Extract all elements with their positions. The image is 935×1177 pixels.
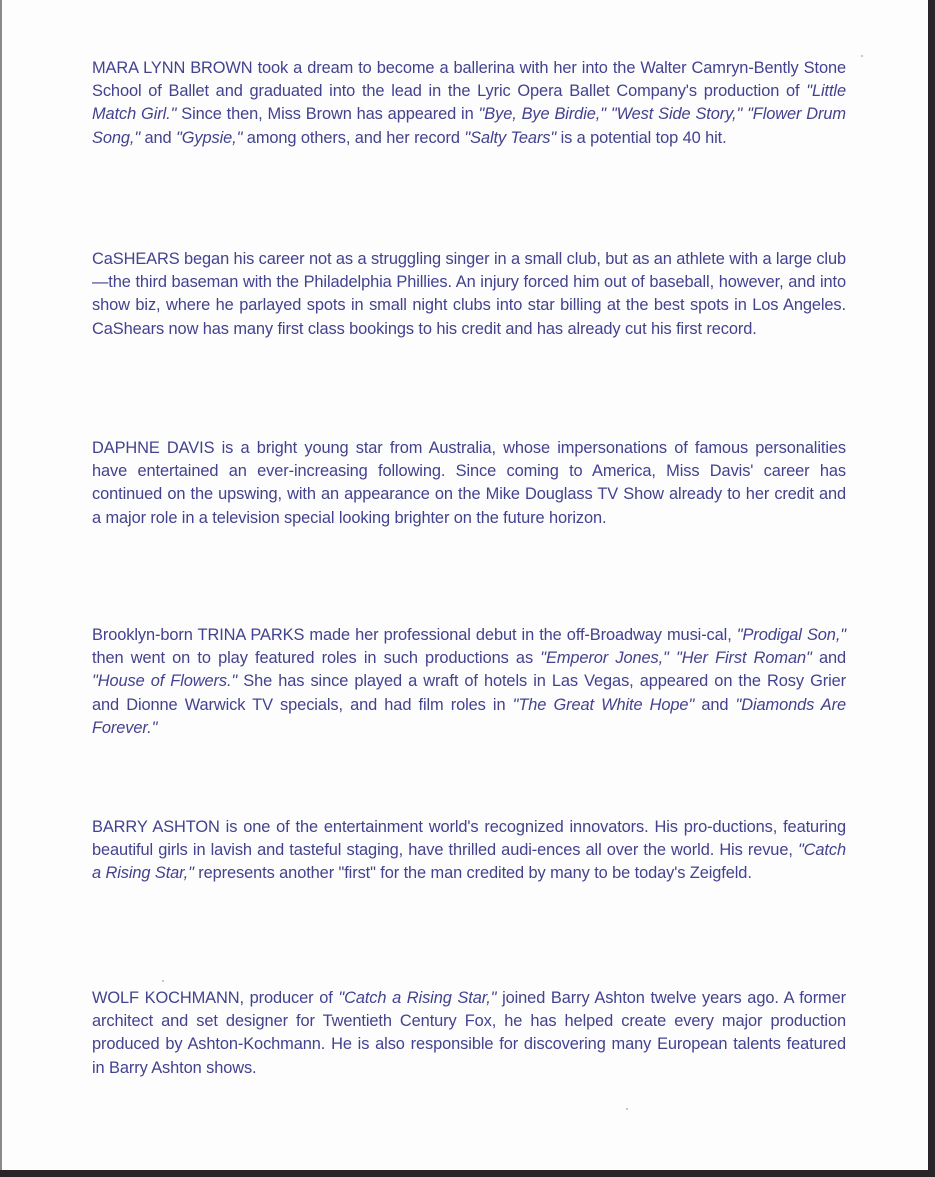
bio-mara-lynn-brown	[92, 57, 846, 150]
bio-text: WOLF KOCHMANN, producer of	[92, 989, 339, 1007]
bio-cashears	[92, 248, 846, 341]
bio-text: then went on to play featured roles in such productions as	[92, 649, 541, 668]
italic-title: "House of Flowers."	[92, 672, 238, 691]
bio-text: Since then, Miss Brown has appeared in	[176, 105, 479, 124]
italic-title: "West Side Story,"	[610, 105, 743, 124]
page-right-edge	[928, 0, 935, 1177]
bio-text: BARRY ASHTON is one of the entertainment world's recognized innovators. His pro-ductions, featuring beautiful girls in lavish and tasteful staging, have thrilled audi-ences all over the world. His revue,	[92, 818, 846, 860]
italic-title: "Bye, Bye Birdie,"	[478, 105, 606, 124]
italic-title: "Catch a Rising Star,"	[338, 989, 497, 1007]
italic-title: "Emperor Jones,"	[540, 649, 669, 668]
bio-text: represents another "first" for the man credited by many to be today's Zeigfeld.	[193, 864, 752, 883]
bio-trina-parks	[92, 624, 846, 740]
bio-text: among others, and her record	[242, 128, 465, 147]
italic-title: "Little Match Girl."	[92, 82, 846, 124]
italic-title: "Prodigal Son,"	[736, 626, 846, 644]
italic-title: "Diamonds Are Forever."	[92, 695, 846, 737]
bio-daphne-davis	[92, 437, 846, 530]
page-bottom-edge	[0, 1170, 935, 1177]
italic-title: "Gypsie,"	[176, 128, 243, 147]
bio-text: CaSHEARS began his career not as a struggling singer in a small club, but as an athlete with a large club—the third baseman with the Philadelphia Phillies. An injury forced him out of baseball, however, and into show biz, where he parlayed spots in small night clubs into star billing at the best spots in Los Angeles. CaShears now has many first class bookings to his credit and has already cut his first record.	[92, 250, 846, 338]
bio-text: joined Barry Ashton twelve years ago. A former architect and set designer for Twentieth Century Fox, he has helped create every major production produced by Ashton-Kochmann. He is also responsible for discovering many European talents featured in Barry Ashton shows.	[92, 989, 846, 1077]
bio-text: and	[694, 695, 736, 714]
bio-text: MARA LYNN BROWN took a dream to become a ballerina with her into the Walter Camryn-Bently Stone School of Ballet and graduated into the lead in the Lyric Opera Ballet Company's production of	[92, 59, 846, 101]
italic-title: "Salty Tears"	[464, 128, 557, 147]
italic-title: "Flower Drum Song,"	[92, 105, 846, 147]
bio-barry-ashton	[92, 816, 846, 886]
italic-title: "Catch a Rising Star,"	[92, 841, 846, 883]
bio-text: DAPHNE DAVIS is a bright young star from Australia, whose impersonations of famous personalities have entertained an ever-increasing following. Since coming to America, Miss Davis' career has continued on the upswing, with an appearance on the Mike Douglass TV Show already to her credit and a major role in a television special looking brighter on the future horizon.	[92, 439, 846, 527]
bio-text: is a potential top 40 hit.	[556, 128, 727, 147]
paper-speck	[861, 55, 863, 57]
italic-title: "Her First Roman"	[676, 649, 812, 668]
paper-speck	[162, 980, 164, 982]
bio-text: and	[811, 649, 846, 668]
page-left-edge	[0, 0, 2, 1170]
bio-wolf-kochmann	[92, 987, 846, 1080]
italic-title: "The Great White Hope"	[512, 695, 695, 714]
bio-text: and	[140, 128, 177, 147]
bio-text: Brooklyn-born TRINA PARKS made her professional debut in the off-Broadway musi-cal,	[92, 626, 737, 644]
bio-text	[669, 649, 676, 667]
paper-speck	[626, 1108, 628, 1110]
bio-text: She has since played a wraft of hotels in Las Vegas, appeared on the Rosy Grier and Dionne Warwick TV specials, and had film roles in	[92, 672, 847, 714]
